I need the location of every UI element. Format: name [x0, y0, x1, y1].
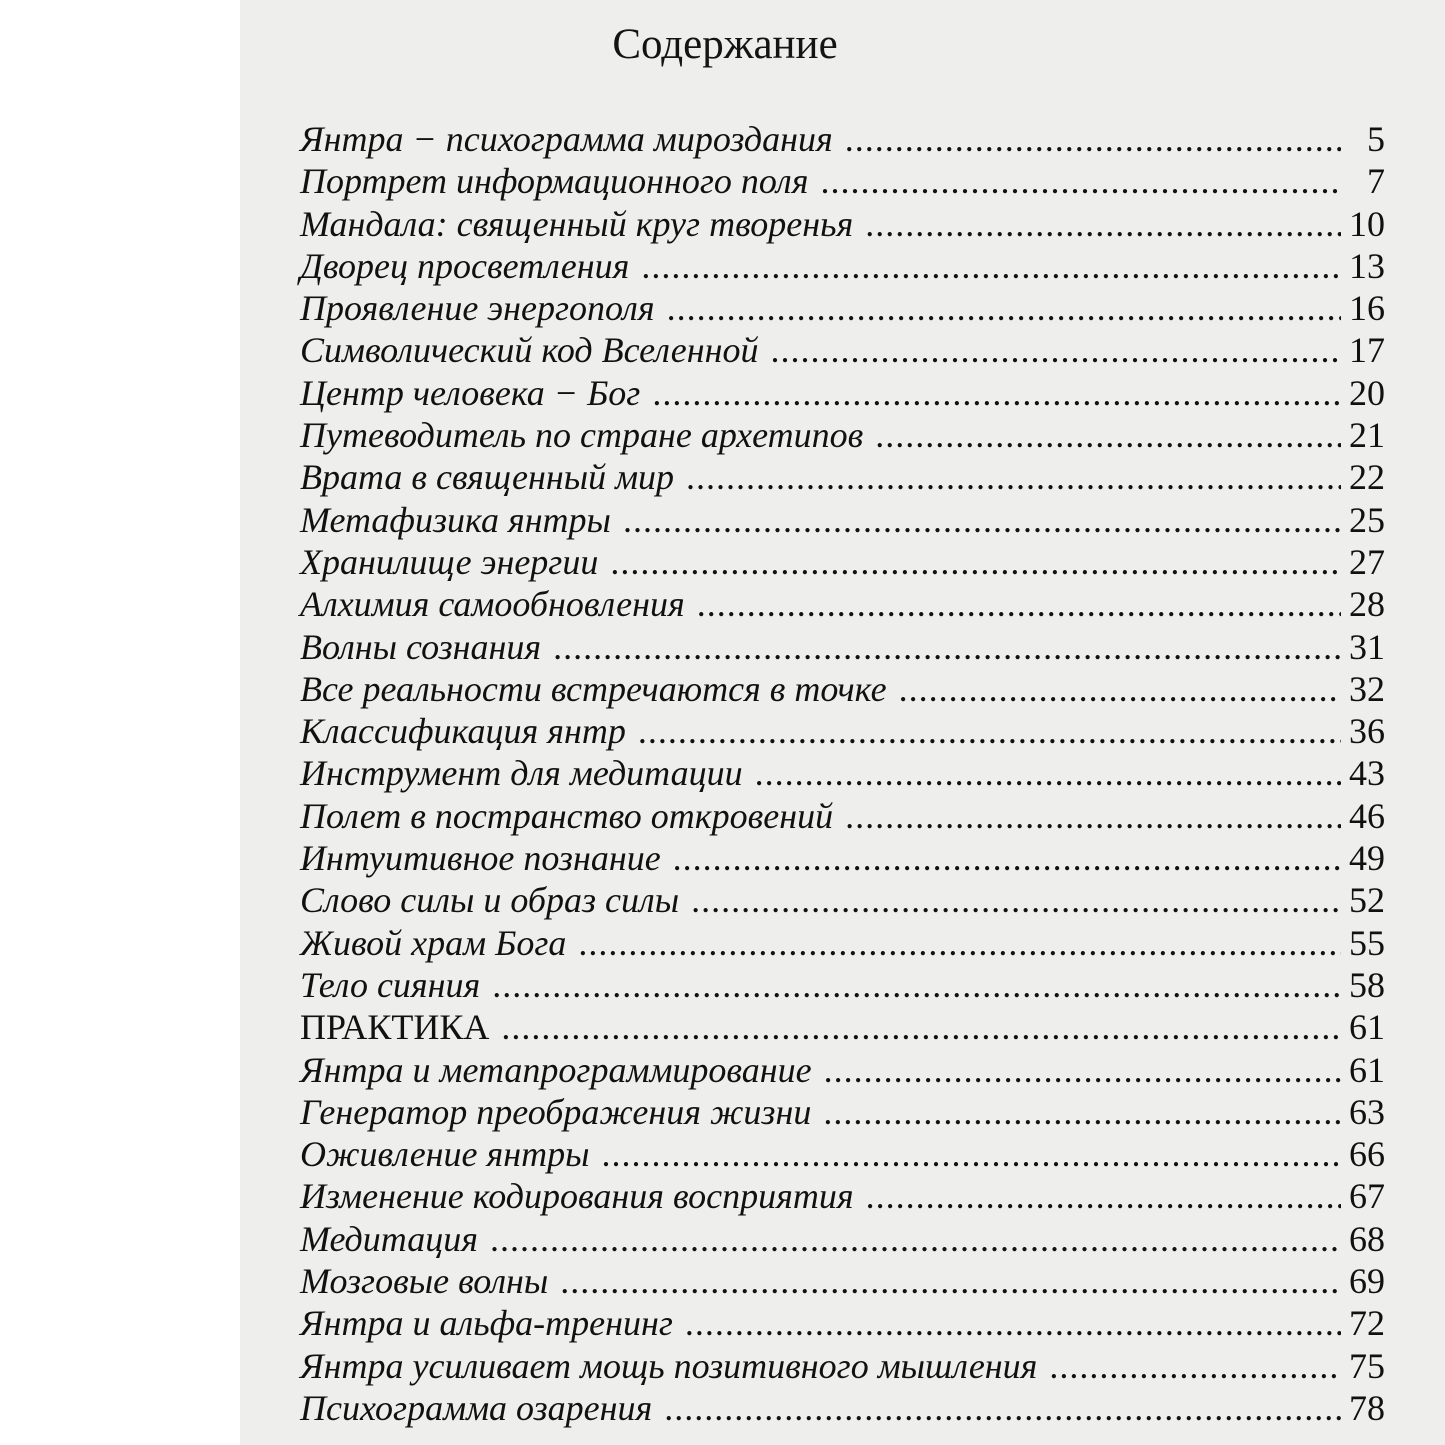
- dot-leader: [673, 837, 1341, 879]
- toc-entry-page: 21: [1349, 415, 1385, 456]
- toc-entry-title: Портрет информационного поля: [300, 161, 809, 202]
- toc-entry-title: Алхимия самообновления: [300, 584, 685, 625]
- toc-entry: [300, 752, 1385, 794]
- dot-leader: [755, 752, 1341, 794]
- toc-entry: [300, 1091, 1385, 1133]
- page-title: Содержание: [612, 21, 838, 68]
- toc-section-heading: [300, 1006, 1385, 1048]
- toc-entry-title: Все реальности встречаются в точке: [300, 668, 887, 709]
- toc-entry-title: Центр человека − Бог: [300, 372, 641, 413]
- toc-entry-page: 7: [1367, 161, 1385, 202]
- dot-leader: [490, 1218, 1341, 1260]
- toc-entry-title: Инструмент для медитации: [300, 753, 743, 794]
- toc-entry-page: 55: [1349, 922, 1385, 963]
- dot-leader: [652, 372, 1341, 414]
- toc-entry-page: 20: [1349, 372, 1385, 413]
- toc-entry: [300, 710, 1385, 752]
- toc-entry: [300, 414, 1385, 456]
- toc-entry-title: Мандала: священный круг творенья: [300, 203, 854, 244]
- toc-entry-page: 75: [1349, 1345, 1385, 1386]
- toc-entry: [300, 203, 1385, 245]
- toc-entry: [300, 245, 1385, 287]
- dot-leader: [641, 245, 1341, 287]
- toc-entry-page: 58: [1349, 964, 1385, 1005]
- toc-entry: [300, 626, 1385, 668]
- dot-leader: [820, 160, 1341, 202]
- dot-leader: [667, 287, 1341, 329]
- dot-leader: [623, 499, 1341, 541]
- toc-entry: [300, 1218, 1385, 1260]
- toc-entry-title: Изменение кодирования восприятия: [300, 1176, 854, 1217]
- toc-entry-title: Классификация янтр: [300, 711, 626, 752]
- toc-entry-title: Дворец просветления: [300, 245, 630, 286]
- toc-entry-page: 28: [1349, 584, 1385, 625]
- toc-entry-page: 72: [1349, 1303, 1385, 1344]
- dot-leader: [691, 879, 1341, 921]
- toc-entry-page: 43: [1349, 753, 1385, 794]
- dot-leader: [823, 1091, 1341, 1133]
- toc-entry-title: Психограмма озарения: [300, 1387, 653, 1428]
- toc-entry-page: 78: [1349, 1387, 1385, 1428]
- toc-entry: [300, 160, 1385, 202]
- toc-entry-title: Слово силы и образ силы: [300, 880, 680, 921]
- toc-entry-page: 10: [1349, 203, 1385, 244]
- table-of-contents: [300, 118, 1385, 1429]
- book-page: [240, 0, 1445, 1445]
- dot-leader: [824, 1049, 1341, 1091]
- toc-entry-page: 69: [1349, 1261, 1385, 1302]
- toc-entry-title: Мозговые волны: [300, 1261, 549, 1302]
- toc-entry-page: 68: [1349, 1218, 1385, 1259]
- toc-entry: [300, 1387, 1385, 1429]
- toc-entry-page: 31: [1349, 626, 1385, 667]
- toc-entry-title: Интуитивное познание: [300, 838, 661, 879]
- toc-entry: [300, 1175, 1385, 1217]
- dot-leader: [578, 922, 1341, 964]
- toc-entry-title: Янтра усиливает мощь позитивного мышления: [300, 1345, 1038, 1386]
- toc-entry: [300, 879, 1385, 921]
- toc-entry: [300, 118, 1385, 160]
- toc-section-title: ПРАКТИКА: [300, 1007, 490, 1048]
- dot-leader: [845, 795, 1341, 837]
- toc-entry: [300, 1345, 1385, 1387]
- toc-entry-page: 49: [1349, 838, 1385, 879]
- dot-leader: [899, 668, 1341, 710]
- toc-entry-title: Символический код Вселенной: [300, 330, 759, 371]
- dot-leader: [492, 964, 1341, 1006]
- toc-entry-page: 36: [1349, 711, 1385, 752]
- dot-leader: [771, 329, 1341, 371]
- toc-entry: [300, 1049, 1385, 1091]
- toc-entry-title: Янтра и метапрограммирование: [300, 1049, 812, 1090]
- dot-leader: [697, 583, 1341, 625]
- dot-leader: [1049, 1345, 1341, 1387]
- toc-entry-title: Живой храм Бога: [300, 922, 567, 963]
- toc-entry-page: 67: [1349, 1176, 1385, 1217]
- toc-entry-title: Метафизика янтры: [300, 499, 611, 540]
- toc-entry: [300, 583, 1385, 625]
- toc-entry-title: Оживление янтры: [300, 1134, 590, 1175]
- dot-leader: [875, 414, 1341, 456]
- toc-entry-title: Путеводитель по стране архетипов: [300, 415, 864, 456]
- dot-leader: [602, 1133, 1342, 1175]
- dot-leader: [685, 1302, 1341, 1344]
- toc-entry-title: Полет в постранство откровений: [300, 795, 834, 836]
- toc-entry: [300, 499, 1385, 541]
- dot-leader: [845, 118, 1341, 160]
- toc-entry: [300, 1302, 1385, 1344]
- toc-entry: [300, 668, 1385, 710]
- dot-leader: [501, 1006, 1341, 1048]
- toc-entry: [300, 456, 1385, 498]
- toc-entry-page: 66: [1349, 1134, 1385, 1175]
- toc-entry: [300, 837, 1385, 879]
- toc-entry-page: 17: [1349, 330, 1385, 371]
- toc-entry-page: 46: [1349, 795, 1385, 836]
- toc-entry-page: 63: [1349, 1091, 1385, 1132]
- toc-entry-page: 16: [1349, 288, 1385, 329]
- dot-leader: [553, 626, 1341, 668]
- toc-entry-title: Проявление энергополя: [300, 288, 655, 329]
- toc-entry: [300, 795, 1385, 837]
- toc-entry: [300, 1133, 1385, 1175]
- toc-entry-page: 61: [1349, 1007, 1385, 1048]
- toc-entry-title: Янтра − психограмма мироздания: [300, 119, 833, 159]
- toc-entry-page: 27: [1349, 541, 1385, 582]
- toc-entry-page: 32: [1349, 668, 1385, 709]
- toc-entry: [300, 541, 1385, 583]
- dot-leader: [686, 456, 1341, 498]
- toc-entry-page: 5: [1367, 119, 1385, 159]
- toc-entry-title: Янтра и альфа-тренинг: [300, 1303, 673, 1344]
- toc-entry-page: 61: [1349, 1049, 1385, 1090]
- toc-entry-page: 22: [1349, 457, 1385, 498]
- toc-entry-page: 13: [1349, 245, 1385, 286]
- toc-entry: [300, 287, 1385, 329]
- toc-entry-title: Врата в священный мир: [300, 457, 675, 498]
- dot-leader: [664, 1387, 1341, 1429]
- toc-entry: [300, 964, 1385, 1006]
- toc-entry-page: 52: [1349, 880, 1385, 921]
- dot-leader: [638, 710, 1341, 752]
- toc-entry: [300, 372, 1385, 414]
- dot-leader: [560, 1260, 1341, 1302]
- dot-leader: [866, 1175, 1341, 1217]
- toc-entry-page: 25: [1349, 499, 1385, 540]
- toc-entry: [300, 922, 1385, 964]
- dot-leader: [865, 203, 1341, 245]
- toc-entry-title: Волны сознания: [300, 626, 542, 667]
- toc-entry-title: Тело сияния: [300, 964, 481, 1005]
- dot-leader: [610, 541, 1341, 583]
- toc-entry-title: Генератор преображения жизни: [300, 1091, 812, 1132]
- toc-entry-title: Медитация: [300, 1218, 478, 1259]
- toc-entry-title: Хранилище энергии: [300, 541, 599, 582]
- toc-entry: [300, 1260, 1385, 1302]
- toc-entry: [300, 329, 1385, 371]
